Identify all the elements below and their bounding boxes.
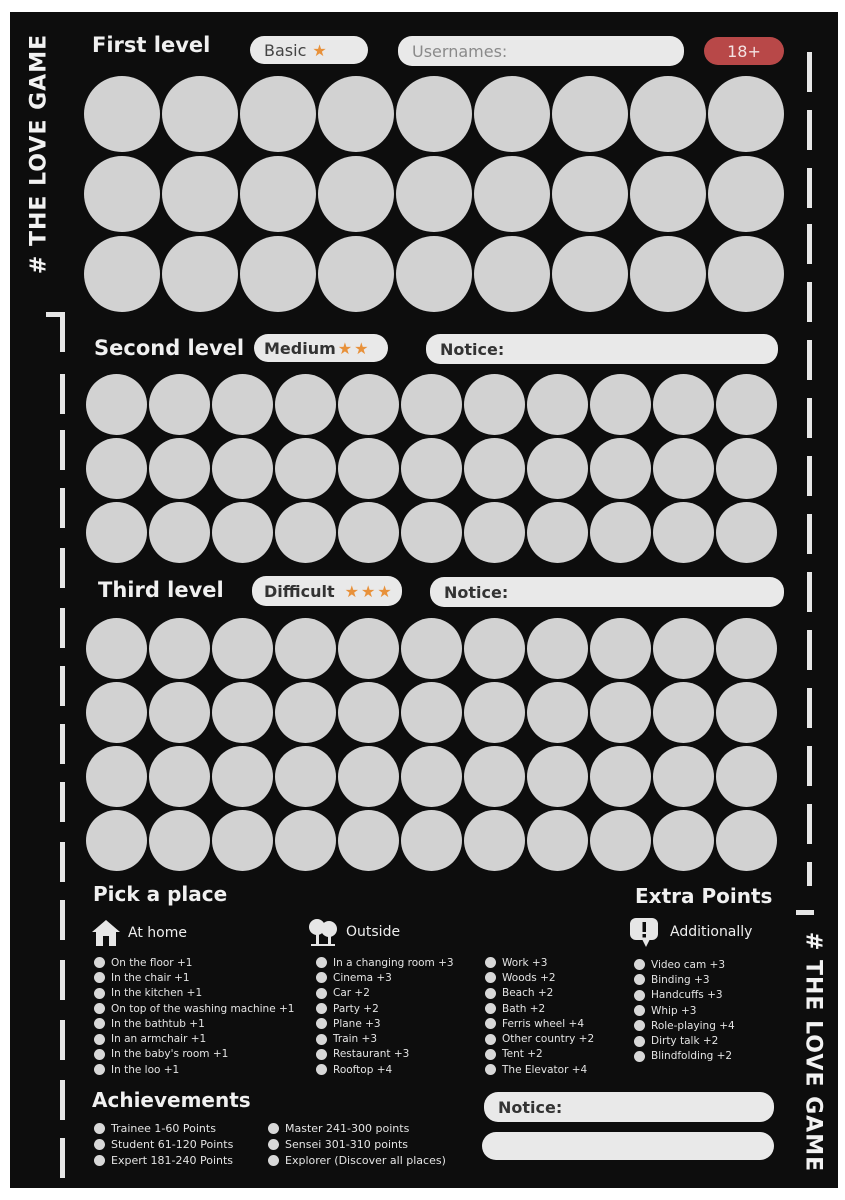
achievements-list-1 [94,1120,233,1168]
level1-scratch-circle[interactable] [630,76,706,152]
level1-scratch-circle[interactable] [162,236,238,312]
checkbox-circle[interactable] [485,1018,496,1029]
achievement-item-label: Trainee 1-60 Points [111,1121,216,1135]
checkbox-circle[interactable] [485,1064,496,1075]
checkbox-circle[interactable] [634,1005,645,1016]
outside-place-item [485,1062,594,1077]
level2-scratch-circle[interactable] [86,374,147,435]
house-icon [90,918,122,948]
level2-scratch-circle[interactable] [527,438,588,499]
checkbox-circle[interactable] [634,974,645,985]
outside-place-item-label: Plane +3 [333,1017,381,1030]
level3-scratch-circle[interactable] [464,746,525,807]
home-place-item-label: In an armchair +1 [111,1033,207,1046]
checkbox-circle[interactable] [485,1034,496,1045]
frame-dash [807,572,812,612]
extra-point-item [634,1018,735,1033]
checkbox-circle[interactable] [94,1034,105,1045]
checkbox-circle[interactable] [316,1064,327,1075]
bottom-notice-field[interactable] [484,1092,774,1122]
checkbox-circle[interactable] [634,959,645,970]
level2-circle-grid [86,374,777,563]
achievement-item [94,1120,233,1136]
frame-dash [807,456,812,496]
level3-scratch-circle[interactable] [464,810,525,871]
home-place-item [94,955,295,970]
checkbox-circle[interactable] [94,972,105,983]
level3-scratch-circle[interactable] [149,682,210,743]
extra-point-item [634,1003,735,1018]
outside-place-item [316,1062,454,1077]
level1-scratch-circle[interactable] [162,156,238,232]
usernames-field[interactable] [398,36,684,66]
home-places-list [94,955,295,1077]
extra-point-item-label: Blindfolding +2 [651,1050,733,1063]
level3-scratch-circle[interactable] [590,682,651,743]
outside-place-item [316,1016,454,1031]
level1-scratch-circle[interactable] [708,156,784,232]
home-place-item [94,1062,295,1077]
level2-scratch-circle[interactable] [653,502,714,563]
bottom-notice-line[interactable] [482,1132,774,1160]
home-place-item-label: In the bathtub +1 [111,1017,205,1030]
level2-scratch-circle[interactable] [716,374,777,435]
frame-dash [807,224,812,264]
level2-scratch-circle[interactable] [716,438,777,499]
level1-scratch-circle[interactable] [240,156,316,232]
frame-dash [807,398,812,438]
checkbox-circle[interactable] [316,988,327,999]
level3-notice-field[interactable] [430,577,784,607]
level2-scratch-circle[interactable] [464,438,525,499]
level3-scratch-circle[interactable] [86,746,147,807]
checkbox-circle[interactable] [268,1155,279,1166]
extra-point-item-label: Handcuffs +3 [651,989,723,1002]
level1-difficulty-pill [250,36,368,64]
level1-scratch-circle[interactable] [708,236,784,312]
frame-dash [60,1080,65,1120]
level2-scratch-circle[interactable] [716,502,777,563]
level3-scratch-circle[interactable] [149,746,210,807]
frame-dash [796,910,814,915]
checkbox-circle[interactable] [634,1051,645,1062]
frame-dash [807,282,812,322]
home-place-item-label: In the loo +1 [111,1063,180,1076]
home-place-item [94,1047,295,1062]
level3-circle-grid [86,618,777,871]
level2-scratch-circle[interactable] [212,374,273,435]
outside-place-item [485,1001,594,1016]
level1-stars: ★ [312,40,329,60]
checkbox-circle[interactable] [268,1123,279,1134]
level2-scratch-circle[interactable] [149,374,210,435]
frame-dash [60,608,65,648]
brand-hashtag-right: # THE LOVE GAME [800,931,826,1173]
frame-dash [60,312,65,352]
level3-scratch-circle[interactable] [275,682,336,743]
outside-place-item [316,1047,454,1062]
home-place-item-label: In the kitchen +1 [111,987,203,1000]
extra-point-item [634,988,735,1003]
extra-point-item-label: Binding +3 [651,973,710,986]
level1-scratch-circle[interactable] [240,236,316,312]
outside-place-item-label: Cinema +3 [333,971,392,984]
checkbox-circle[interactable] [316,1018,327,1029]
outside-label: Outside [346,924,401,940]
level3-stars: ★★★ [344,581,394,601]
outside-place-item-label: Bath +2 [502,1002,546,1015]
frame-dash [60,374,65,414]
level1-title: First level [92,33,211,57]
extra-point-item-label: Video cam +3 [651,958,726,971]
extra-point-item-label: Dirty talk +2 [651,1035,719,1048]
at-home-heading [90,918,187,948]
level3-scratch-circle[interactable] [149,810,210,871]
level1-scratch-circle[interactable] [84,236,160,312]
level1-scratch-circle[interactable] [318,76,394,152]
extra-points-list [634,957,735,1064]
level3-scratch-circle[interactable] [401,810,462,871]
level3-scratch-circle[interactable] [86,682,147,743]
level2-scratch-circle[interactable] [275,374,336,435]
outside-place-item-label: Beach +2 [502,987,554,1000]
level1-scratch-circle[interactable] [630,156,706,232]
at-home-label: At home [128,925,187,941]
age-badge: 18+ [704,37,784,65]
checkbox-circle[interactable] [485,1049,496,1060]
outside-place-item [316,1031,454,1046]
level2-scratch-circle[interactable] [338,502,399,563]
level1-scratch-circle[interactable] [84,156,160,232]
home-place-item-label: On top of the washing machine +1 [111,1002,295,1015]
outside-place-item [316,1001,454,1016]
frame-dash [807,514,812,554]
home-place-item [94,1001,295,1016]
level2-scratch-circle[interactable] [212,438,273,499]
level2-scratch-circle[interactable] [590,438,651,499]
outside-heading [306,917,400,947]
checkbox-circle[interactable] [634,1020,645,1031]
achievement-item-label: Master 241-300 points [285,1121,410,1135]
frame-dash [807,804,812,844]
level3-scratch-circle[interactable] [590,810,651,871]
frame-dash [60,1138,65,1178]
bottom-notice-label: Notice: [498,1097,563,1117]
level2-scratch-circle[interactable] [275,438,336,499]
frame-dash [807,746,812,786]
frame-dash [60,960,65,1000]
checkbox-circle[interactable] [94,988,105,999]
frame-dash [60,488,65,528]
checkbox-circle[interactable] [485,957,496,968]
level2-scratch-circle[interactable] [149,502,210,563]
outside-places-list-1 [316,955,454,1077]
outside-place-item-label: Party +2 [333,1002,379,1015]
frame-dash [807,862,812,886]
home-place-item-label: On the floor +1 [111,956,193,969]
outside-place-item-label: Ferris wheel +4 [502,1017,584,1030]
level2-scratch-circle[interactable] [338,374,399,435]
level1-scratch-circle[interactable] [474,236,550,312]
level3-scratch-circle[interactable] [527,810,588,871]
level3-scratch-circle[interactable] [338,746,399,807]
frame-dash [60,430,65,470]
level1-scratch-circle[interactable] [396,236,472,312]
level2-scratch-circle[interactable] [338,438,399,499]
outside-place-item [316,955,454,970]
level3-scratch-circle[interactable] [212,682,273,743]
achievements-list-2 [268,1120,446,1168]
checkbox-circle[interactable] [94,1139,105,1150]
achievement-item [268,1136,446,1152]
extra-point-item-label: Role-playing +4 [651,1019,735,1032]
level2-scratch-circle[interactable] [653,438,714,499]
level3-scratch-circle[interactable] [338,618,399,679]
checkbox-circle[interactable] [94,1064,105,1075]
achievements-title: Achievements [92,1088,251,1112]
level1-scratch-circle[interactable] [396,156,472,232]
home-place-item-label: In the baby's room +1 [111,1048,229,1061]
extra-point-item-label: Whip +3 [651,1004,697,1017]
outside-place-item-label: Restaurant +3 [333,1048,410,1061]
level3-scratch-circle[interactable] [275,618,336,679]
extra-point-item [634,972,735,987]
checkbox-circle[interactable] [316,972,327,983]
frame-dash [807,340,812,380]
achievement-item [268,1152,446,1168]
achievement-item [94,1152,233,1168]
frame-dash [60,1020,65,1060]
extra-points-title: Extra Points [635,884,773,908]
level2-scratch-circle[interactable] [653,374,714,435]
level2-scratch-circle[interactable] [527,502,588,563]
level3-scratch-circle[interactable] [653,746,714,807]
level3-scratch-circle[interactable] [275,746,336,807]
additionally-heading [628,916,752,948]
level3-scratch-circle[interactable] [590,746,651,807]
outside-place-item [485,986,594,1001]
level1-scratch-circle[interactable] [240,76,316,152]
outside-place-item-label: Work +3 [502,956,548,969]
level2-stars: ★★ [337,338,371,358]
level2-scratch-circle[interactable] [275,502,336,563]
outside-place-item [316,986,454,1001]
outside-place-item [485,1016,594,1031]
level3-title: Third level [98,578,224,602]
level3-scratch-circle[interactable] [716,682,777,743]
outside-place-item [485,1047,594,1062]
home-place-item [94,986,295,1001]
home-place-item [94,970,295,985]
level2-scratch-circle[interactable] [527,374,588,435]
frame-dash [807,168,812,208]
outside-places-list-2 [485,955,594,1077]
checkbox-circle[interactable] [485,1003,496,1014]
checkbox-circle[interactable] [485,988,496,999]
level1-scratch-circle[interactable] [630,236,706,312]
level3-scratch-circle[interactable] [401,746,462,807]
level1-scratch-circle[interactable] [474,76,550,152]
level3-notice-label: Notice: [444,582,509,602]
level3-scratch-circle[interactable] [149,618,210,679]
outside-place-item [485,970,594,985]
level1-difficulty-label: Basic [264,40,307,60]
usernames-label: Usernames: [412,41,508,61]
level2-difficulty-pill [254,334,388,362]
level2-scratch-circle[interactable] [401,502,462,563]
achievement-item-label: Sensei 301-310 points [285,1137,409,1151]
level3-scratch-circle[interactable] [401,682,462,743]
level3-scratch-circle[interactable] [275,810,336,871]
level2-scratch-circle[interactable] [149,438,210,499]
achievement-item-label: Student 61-120 Points [111,1137,234,1151]
pick-place-title: Pick a place [93,882,228,906]
level2-scratch-circle[interactable] [590,374,651,435]
level2-notice-field[interactable] [426,334,778,364]
achievement-item [94,1136,233,1152]
checkbox-circle[interactable] [485,972,496,983]
level3-scratch-circle[interactable] [401,618,462,679]
outside-place-item-label: Car +2 [333,987,370,1000]
checkbox-circle[interactable] [316,1049,327,1060]
level2-scratch-circle[interactable] [464,374,525,435]
checkbox-circle[interactable] [316,957,327,968]
level3-scratch-circle[interactable] [716,746,777,807]
level1-scratch-circle[interactable] [318,156,394,232]
level3-scratch-circle[interactable] [212,810,273,871]
outside-place-item-label: Other country +2 [502,1033,595,1046]
level2-scratch-circle[interactable] [464,502,525,563]
home-place-item-label: In the chair +1 [111,971,190,984]
exclamation-bubble-icon [628,916,662,948]
level1-scratch-circle[interactable] [396,76,472,152]
checkbox-circle[interactable] [94,1049,105,1060]
brand-hashtag-left: # THE LOVE GAME [26,33,52,275]
level2-scratch-circle[interactable] [86,438,147,499]
level3-difficulty-pill [252,576,402,606]
level2-difficulty-label: Medium [264,338,336,358]
home-place-item [94,1016,295,1031]
checkbox-circle[interactable] [634,1036,645,1047]
outside-place-item-label: Woods +2 [502,971,556,984]
level3-scratch-circle[interactable] [527,746,588,807]
extra-point-item [634,1049,735,1064]
frame-dash [60,548,65,588]
level3-scratch-circle[interactable] [464,618,525,679]
outside-place-item-label: Train +3 [333,1033,378,1046]
achievement-item-label: Expert 181-240 Points [111,1153,234,1167]
level3-scratch-circle[interactable] [653,618,714,679]
level3-scratch-circle[interactable] [527,618,588,679]
level2-notice-label: Notice: [440,339,505,359]
outside-place-item-label: The Elevator +4 [502,1063,588,1076]
level1-scratch-circle[interactable] [318,236,394,312]
level1-scratch-circle[interactable] [552,156,628,232]
frame-dash [60,782,65,822]
home-place-item [94,1031,295,1046]
checkbox-circle[interactable] [316,1003,327,1014]
checkbox-circle[interactable] [268,1139,279,1150]
level2-title: Second level [94,336,245,360]
level3-scratch-circle[interactable] [464,682,525,743]
outside-place-item-label: Rooftop +4 [333,1063,393,1076]
frame-dash [60,724,65,764]
trees-icon [306,917,340,947]
game-poster [10,12,838,1188]
level2-scratch-circle[interactable] [86,502,147,563]
frame-dash [807,688,812,728]
level3-scratch-circle[interactable] [212,618,273,679]
level1-scratch-circle[interactable] [474,156,550,232]
level3-scratch-circle[interactable] [527,682,588,743]
level3-scratch-circle[interactable] [716,618,777,679]
checkbox-circle[interactable] [94,1003,105,1014]
level2-scratch-circle[interactable] [590,502,651,563]
level3-scratch-circle[interactable] [338,810,399,871]
level3-scratch-circle[interactable] [716,810,777,871]
frame-dash [807,110,812,150]
frame-dash [60,900,65,940]
level1-scratch-circle[interactable] [84,76,160,152]
level2-scratch-circle[interactable] [401,438,462,499]
checkbox-circle[interactable] [94,957,105,968]
checkbox-circle[interactable] [634,990,645,1001]
achievement-item-label: Explorer (Discover all places) [285,1153,446,1167]
frame-dash [807,630,812,670]
checkbox-circle[interactable] [94,1123,105,1134]
outside-place-item [316,970,454,985]
frame-dash [60,842,65,882]
level3-scratch-circle[interactable] [212,746,273,807]
level3-scratch-circle[interactable] [338,682,399,743]
level3-scratch-circle[interactable] [590,618,651,679]
outside-place-item [485,1031,594,1046]
level2-scratch-circle[interactable] [401,374,462,435]
achievement-item [268,1120,446,1136]
level1-scratch-circle[interactable] [552,236,628,312]
level1-scratch-circle[interactable] [708,76,784,152]
level3-scratch-circle[interactable] [86,810,147,871]
level1-scratch-circle[interactable] [162,76,238,152]
extra-point-item [634,957,735,972]
checkbox-circle[interactable] [316,1034,327,1045]
level3-scratch-circle[interactable] [653,682,714,743]
additionally-label: Additionally [670,924,753,940]
checkbox-circle[interactable] [94,1018,105,1029]
level3-difficulty-label: Difficult [264,581,335,601]
level3-scratch-circle[interactable] [653,810,714,871]
level3-scratch-circle[interactable] [86,618,147,679]
level1-scratch-circle[interactable] [552,76,628,152]
frame-dash [60,666,65,706]
frame-dash [807,52,812,92]
outside-place-item-label: In a changing room +3 [333,956,454,969]
level2-scratch-circle[interactable] [212,502,273,563]
checkbox-circle[interactable] [94,1155,105,1166]
extra-point-item [634,1033,735,1048]
outside-place-item [485,955,594,970]
outside-place-item-label: Tent +2 [502,1048,543,1061]
level1-circle-grid [84,76,784,312]
